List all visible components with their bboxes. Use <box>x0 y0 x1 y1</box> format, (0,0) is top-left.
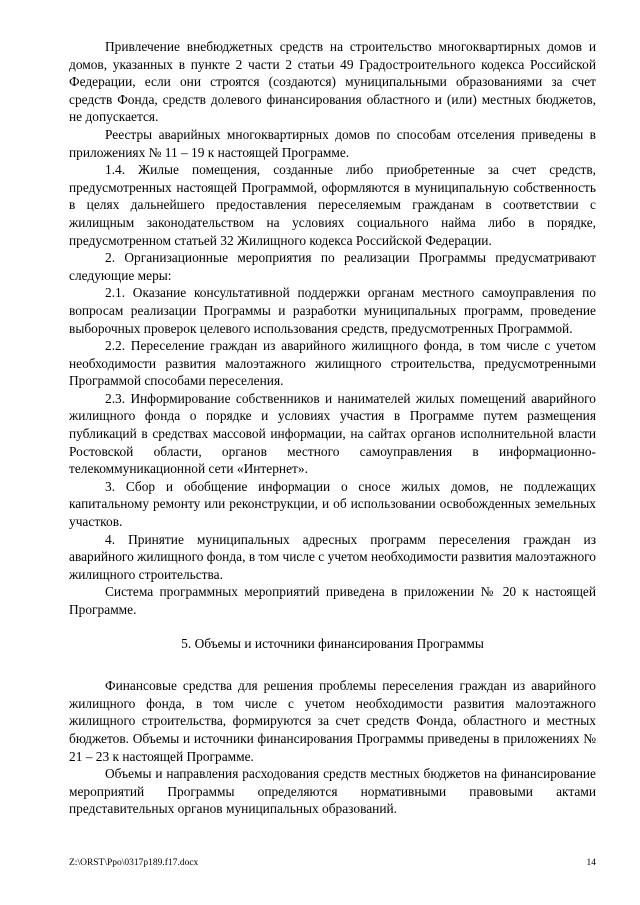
paragraph: Финансовые средства для решения проблемы переселения граждан из аварийного жилищного фонда, в том числе с учетом необходимости развития малоэтажного жилищного строительства, формируются за счет средств Фонда, областного и местных бюджетов. Объемы и источники финансирования Программы приведены в приложениях № 21 – 23 к настоящей Программе. <box>69 678 596 764</box>
section-heading: 5. Объемы и источники финансирования Программы <box>181 635 484 651</box>
paragraph: 2.1. Оказание консультативной поддержки органам местного самоуправления по вопросам реализации Программы и разработки муниципальных программ, проведение выборочных проверок целевого использования средств, предусмотренных Программой. <box>69 285 596 336</box>
paragraph: Привлечение внебюджетных средств на строительство многоквартирных домов и домов, указанных в пункте 2 части 2 статьи 49 Градостроительного кодекса Российской Федерации, если они строятся (создаются) муниципальными образованиями за счет средств Фонда, средств долевого финансирования областного и (или) местных бюджетов, не допускается. <box>69 39 596 125</box>
page-number: 14 <box>586 858 596 868</box>
paragraph: 2.3. Информирование собственников и нанимателей жилых помещений аварийного жилищного фонда о порядке и условиях участия в Программе путем размещения публикаций в средствах массовой информации, на сайтах органов исполнительной власти Ростовской области, органов местного самоуправления в информационно-телекоммуникационной сети «Интернет». <box>69 390 596 477</box>
page-footer <box>69 856 596 870</box>
document-body <box>69 38 596 818</box>
paragraph: 3. Сбор и обобщение информации о сносе жилых домов, не подлежащих капитальному ремонту или реконструкции, и об использовании освобожденных земельных участков. <box>69 478 596 530</box>
paragraph: Объемы и направления расходования средств местных бюджетов на финансирование мероприятий Программы определяются нормативными правовыми актами представительных органов муниципальных образований. <box>69 766 596 817</box>
paragraph: Реестры аварийных многоквартирных домов по способам отселения приведены в приложениях № 11 – 19 к настоящей Программе. <box>69 126 596 160</box>
paragraph: 2.2. Переселение граждан из аварийного жилищного фонда, в том числе с учетом необходимости развития малоэтажного жилищного строительства, предусмотренными Программой способами переселения. <box>69 338 596 389</box>
file-path: Z:\ORST\Ppo\0317p189.f17.docx <box>69 858 199 868</box>
paragraph: 4. Принятие муниципальных адресных программ переселения граждан из аварийного жилищного фонда, в том числе с учетом необходимости развития малоэтажного жилищного строительства. <box>69 531 596 582</box>
paragraph: 2. Организационные мероприятия по реализации Программы предусматривают следующие меры: <box>69 250 596 283</box>
paragraph: 1.4. Жилые помещения, созданные либо приобретенные за счет средств, предусмотренных настоящей Программой, оформляются в муниципальную собственность в целях дальнейшего предоставления переселяемым гражданам в соответствии с жилищным законодательством на условиях социального найма либо в порядке, предусмотренном статьей 32 Жилищного кодекса Российской Федерации. <box>69 162 596 248</box>
paragraph: Система программных мероприятий приведена в приложении № 20 к настоящей Программе. <box>69 584 596 617</box>
